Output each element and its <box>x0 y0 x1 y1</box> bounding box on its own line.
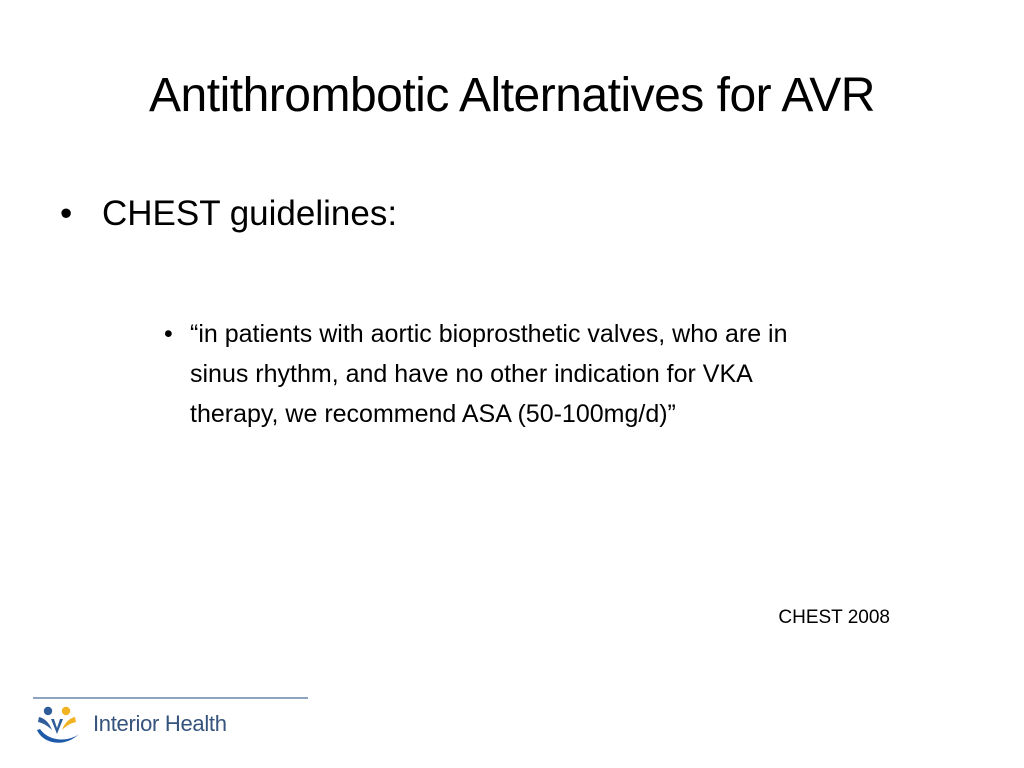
footer-divider <box>33 697 308 699</box>
sub-bullet-line: sinus rhythm, and have no other indication for VKA <box>190 360 753 388</box>
sub-bullet-text <box>190 314 960 434</box>
sub-bullet-marker: • <box>164 320 173 348</box>
slide-title: Antithrombotic Alternatives for AVR <box>149 69 875 122</box>
citation: CHEST 2008 <box>778 607 890 628</box>
sub-bullet-line: “in patients with aortic bioprosthetic valves, who are in <box>190 320 788 348</box>
logo-text: Interior Health <box>93 711 227 736</box>
sub-bullet-line: therapy, we recommend ASA (50-100mg/d)” <box>190 400 676 428</box>
interior-health-logo <box>33 704 293 748</box>
bullet-marker: • <box>60 194 73 233</box>
interior-health-logo-icon <box>35 704 87 748</box>
bullet-text: CHEST guidelines: <box>102 194 398 233</box>
